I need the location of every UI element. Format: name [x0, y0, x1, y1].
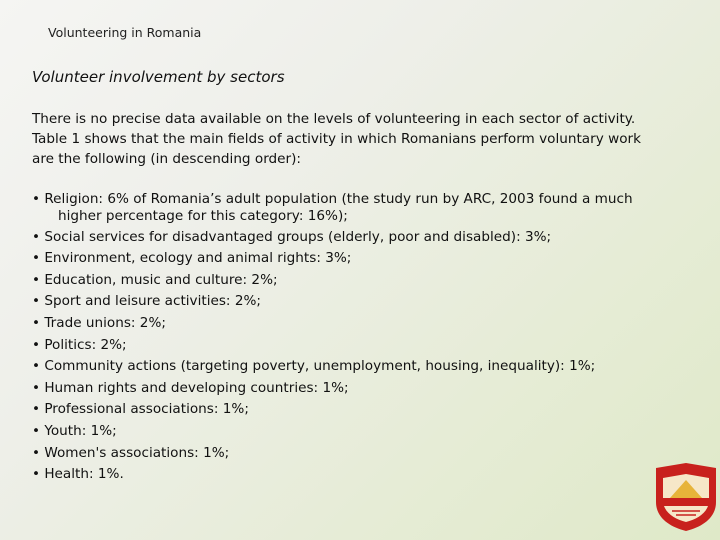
- sector-item: • Social services for disadvantaged groups (elderly, poor and disabled): 3%;: [32, 228, 552, 245]
- organization-logo-icon: [652, 462, 720, 532]
- sector-item: • Human rights and developing countries: 1%;: [32, 379, 349, 396]
- sector-item: • Youth: 1%;: [32, 422, 117, 439]
- intro-line: are the following (in descending order):: [32, 151, 302, 167]
- intro-line: There is no precise data available on the levels of volunteering in each sector of activity.: [32, 111, 636, 127]
- intro-line: Table 1 shows that the main fields of activity in which Romanians perform voluntary work: [32, 131, 641, 147]
- sector-item: • Health: 1%.: [32, 466, 124, 483]
- sector-list: [32, 189, 692, 486]
- section-title: Volunteer involvement by sectors: [32, 68, 285, 86]
- sector-item: • Sport and leisure activities: 2%;: [32, 293, 261, 310]
- sector-item: • Politics: 2%;: [32, 336, 127, 353]
- sector-item: • Professional associations: 1%;: [32, 401, 249, 418]
- sector-item: • Women's associations: 1%;: [32, 444, 230, 461]
- sector-item: • Trade unions: 2%;: [32, 314, 166, 331]
- sector-item: • Education, music and culture: 2%;: [32, 271, 278, 288]
- header-title: Volunteering in Romania: [48, 25, 202, 40]
- sector-item: • Community actions (targeting poverty, unemployment, housing, inequality): 1%;: [32, 358, 596, 375]
- sector-item-text: • Religion: 6% of Romania’s adult population (the study run by ARC, 2003 found a much: [32, 191, 633, 207]
- sector-item: [32, 189, 692, 224]
- sector-item: • Environment, ecology and animal rights: 3%;: [32, 250, 352, 267]
- intro-paragraph: [32, 109, 682, 169]
- sector-item-continuation: higher percentage for this category: 16%);: [58, 207, 348, 224]
